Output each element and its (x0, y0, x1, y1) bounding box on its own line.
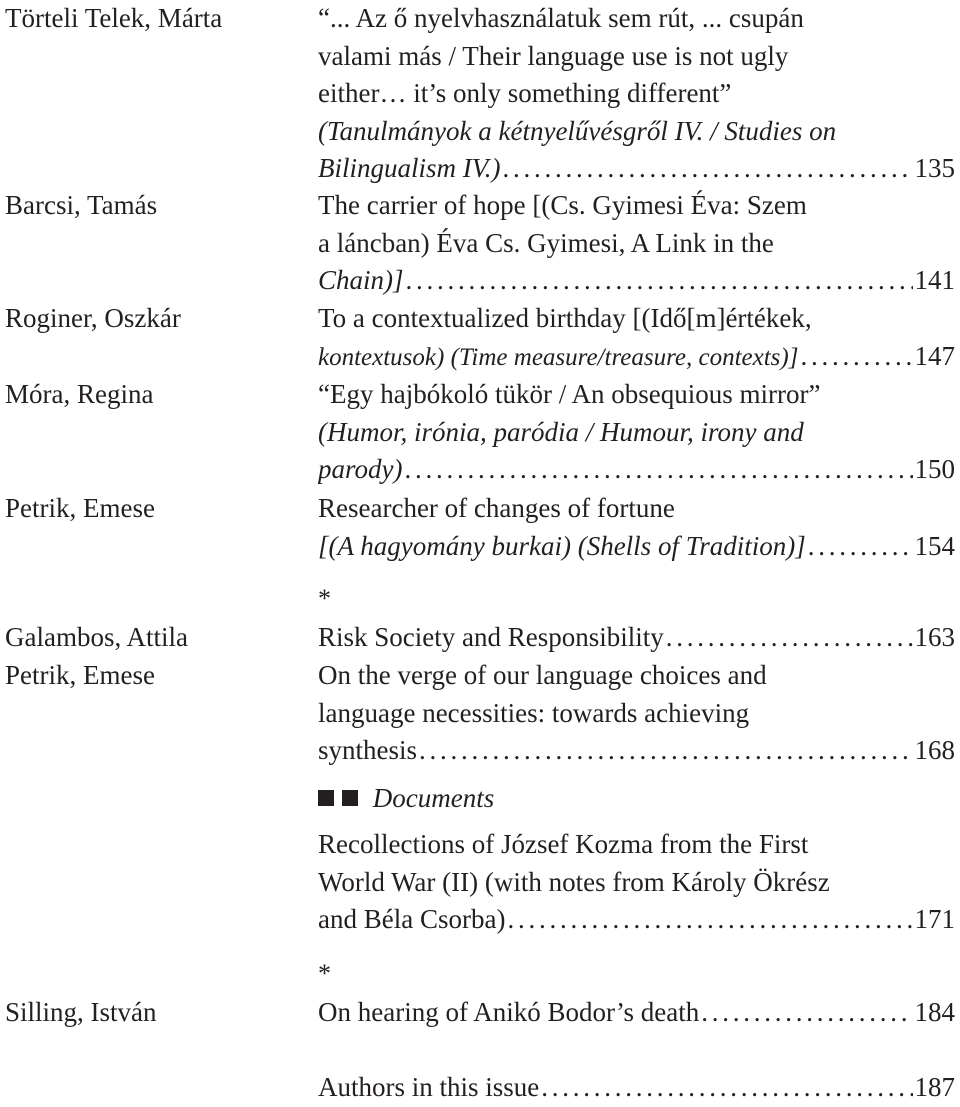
separator-asterisk: * (318, 584, 331, 613)
square-bullet-icon (318, 790, 334, 806)
title-line: [(A hagyomány burkai) (Shells of Tradition)] (318, 530, 806, 561)
title-line: and Béla Csorba) (318, 904, 506, 934)
section-heading (318, 780, 494, 818)
title-line: On hearing of Anikó Bodor’s death (318, 997, 700, 1027)
entry-title[interactable] (318, 1069, 955, 1107)
page-number: 171 (914, 904, 955, 934)
entry-title[interactable] (318, 300, 955, 375)
title-last-line (318, 451, 955, 489)
entry-title[interactable] (318, 0, 955, 188)
entry-title[interactable] (318, 376, 955, 489)
dot-leader (666, 619, 913, 657)
entry-title[interactable] (318, 826, 955, 939)
dot-leader (404, 451, 912, 489)
separator-asterisk: * (318, 959, 331, 988)
title-line: kontextusok) (Time measure/treasure, contexts)] (318, 343, 799, 371)
page-number: 187 (914, 1072, 955, 1102)
dot-leader (541, 1069, 912, 1107)
title-line: valami más / Their language use is not ugly (318, 40, 789, 71)
entry-title[interactable] (318, 657, 955, 770)
title-line: parody) (318, 454, 403, 484)
title-last-line (318, 1069, 955, 1107)
entry-author: Petrik, Emese (5, 660, 155, 690)
title-line: “... Az ő nyelvhasználatuk sem rút, ... csupán (318, 3, 804, 33)
entry-author: Barcsi, Tamás (5, 190, 158, 220)
title-line: (Tanulmányok a kétnyelűvésgről IV. / Studies on (318, 115, 837, 146)
square-bullet-icon (342, 790, 358, 806)
page-number: 154 (914, 530, 955, 561)
page-number: 135 (914, 153, 955, 183)
entry-author: Törteli Telek, Márta (5, 3, 223, 33)
title-line: synthesis (318, 735, 418, 765)
title-line: Recollections of József Kozma from the First (318, 829, 809, 859)
entry-author: Galambos, Attila (5, 622, 188, 652)
title-last-line (318, 338, 955, 376)
dot-leader (503, 150, 913, 188)
entry-author: Móra, Regina (5, 379, 154, 409)
title-last-line (318, 150, 955, 188)
title-last-line (318, 528, 955, 566)
title-line: Risk Society and Responsibility (318, 622, 664, 652)
dot-leader (808, 528, 913, 566)
entry-author: Petrik, Emese (5, 493, 155, 523)
title-line: Bilingualism IV.) (318, 153, 501, 183)
entry-title[interactable] (318, 187, 955, 300)
entry-author: Roginer, Oszkár (5, 303, 181, 333)
page-number: 141 (914, 265, 955, 295)
title-line: Authors in this issue (318, 1072, 540, 1102)
entry-title[interactable] (318, 994, 955, 1032)
title-last-line (318, 262, 955, 300)
title-last-line (318, 619, 955, 657)
title-line: Chain)] (318, 265, 404, 295)
dot-leader (507, 901, 912, 939)
title-line: On the verge of our language choices and (318, 660, 767, 690)
dot-leader (406, 262, 913, 300)
title-line: World War (II) (with notes from Károly Ökrész (318, 866, 830, 897)
title-line: (Humor, irónia, paródia / Humour, irony and (318, 416, 804, 447)
page-number: 163 (914, 622, 955, 652)
section-label: Documents (372, 783, 495, 813)
title-last-line (318, 732, 955, 770)
title-last-line (318, 994, 955, 1032)
page-number: 168 (914, 735, 955, 765)
title-line: The carrier of hope [(Cs. Gyimesi Éva: Szem (318, 190, 807, 220)
page-number: 147 (914, 340, 955, 371)
title-line: either… it’s only something different” (318, 78, 732, 108)
dot-leader (800, 338, 912, 376)
title-last-line (318, 901, 955, 939)
page-number: 150 (914, 454, 955, 484)
entry-author: Silling, István (5, 997, 157, 1027)
title-line: a láncban) Éva Cs. Gyimesi, A Link in the (318, 227, 774, 258)
entry-title[interactable] (318, 619, 955, 657)
title-line: To a contextualized birthday [(Idő[m]értékek, (318, 303, 812, 333)
title-line: Researcher of changes of fortune (318, 493, 675, 523)
title-line: language necessities: towards achieving (318, 697, 750, 728)
page-number: 184 (914, 997, 955, 1027)
dot-leader (701, 994, 912, 1032)
dot-leader (419, 732, 912, 770)
entry-title[interactable] (318, 490, 955, 565)
title-line: “Egy hajbókoló tükör / An obsequious mirror” (318, 379, 821, 409)
